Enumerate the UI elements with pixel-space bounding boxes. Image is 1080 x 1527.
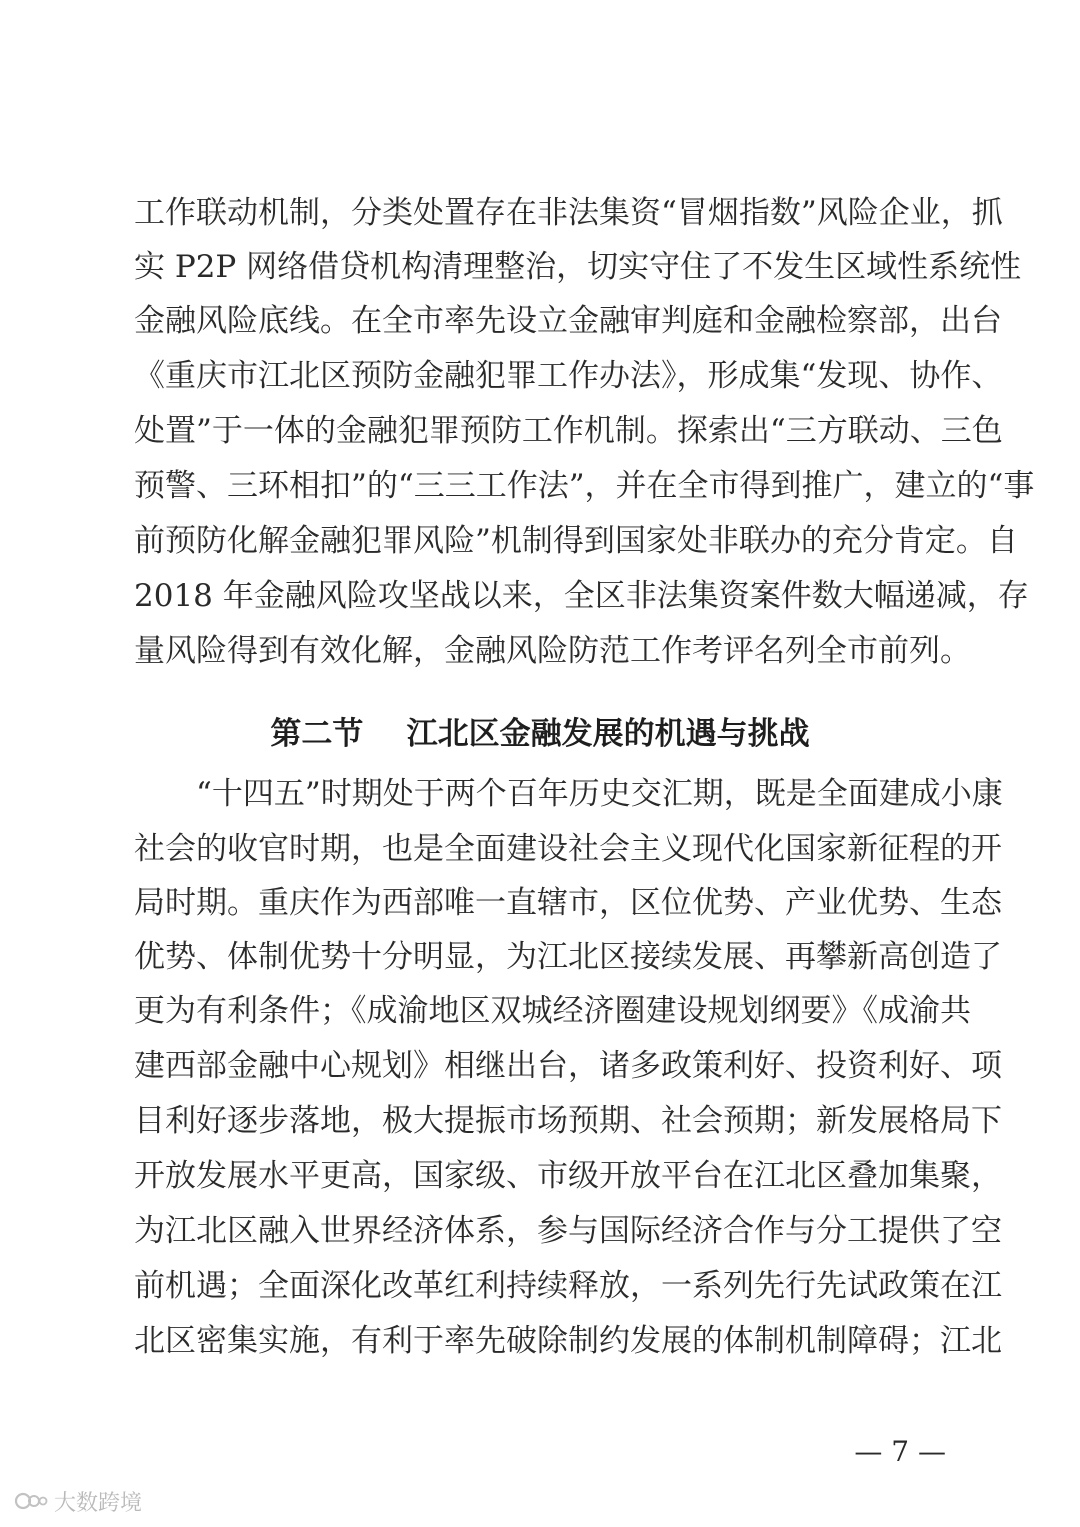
text-line: 前预防化解金融犯罪风险”机制得到国家处非联办的充分肯定。自 <box>134 523 1018 559</box>
text-line: 建西部金融中心规划》相继出台，诸多政策利好、投资利好、项 <box>134 1048 1002 1084</box>
section-heading: 第二节 江北区金融发展的机遇与挑战 <box>270 716 810 752</box>
text-line: 量风险得到有效化解，金融风险防范工作考评名列全市前列。 <box>134 633 971 669</box>
text-line: 更为有利条件；《成渝地区双城经济圈建设规划纲要》《成渝共 <box>134 993 971 1029</box>
text-line: 为江北区融入世界经济体系，参与国际经济合作与分工提供了空 <box>134 1213 1002 1249</box>
text-line: 实 P2P 网络借贷机构清理整治，切实守住了不发生区域性系统性 <box>134 249 1022 285</box>
text-line: 开放发展水平更高，国家级、市级开放平台在江北区叠加集聚， <box>134 1158 1002 1194</box>
logo-icon <box>14 1488 48 1514</box>
text-line: 北区密集实施，有利于率先破除制约发展的体制机制障碍；江北 <box>134 1323 1002 1359</box>
text-line: 《重庆市江北区预防金融犯罪工作办法》，形成集“发现、协作、 <box>134 358 1003 394</box>
text-line: “十四五”时期处于两个百年历史交汇期，既是全面建成小康 <box>196 776 1003 812</box>
text-line: 工作联动机制，分类处置存在非法集资“冒烟指数”风险企业，抓 <box>134 195 1003 231</box>
text-line: 前机遇；全面深化改革红利持续释放，一系列先行先试政策在江 <box>134 1268 1002 1304</box>
text-line: 目利好逐步落地，极大提振市场预期、社会预期；新发展格局下 <box>134 1103 1002 1139</box>
text-line: 社会的收官时期，也是全面建设社会主义现代化国家新征程的开 <box>134 831 1002 867</box>
text-line: 处置”于一体的金融犯罪预防工作机制。探索出“三方联动、三色 <box>134 413 1003 449</box>
text-line: 局时期。重庆作为西部唯一直辖市，区位优势、产业优势、生态 <box>134 885 1002 921</box>
text-line: 预警、三环相扣”的“三三工作法”，并在全市得到推广，建立的“事 <box>134 468 1035 504</box>
watermark <box>14 1484 142 1518</box>
text-line: 优势、体制优势十分明显，为江北区接续发展、再攀新高创造了 <box>134 939 1002 975</box>
text-line: 2018 年金融风险攻坚战以来，全区非法集资案件数大幅递减，存 <box>134 578 1029 614</box>
text-line: 金融风险底线。在全市率先设立金融审判庭和金融检察部，出台 <box>134 303 1002 339</box>
page-number: — 7 — <box>854 1435 946 1468</box>
watermark-text: 大数跨境 <box>54 1490 143 1516</box>
